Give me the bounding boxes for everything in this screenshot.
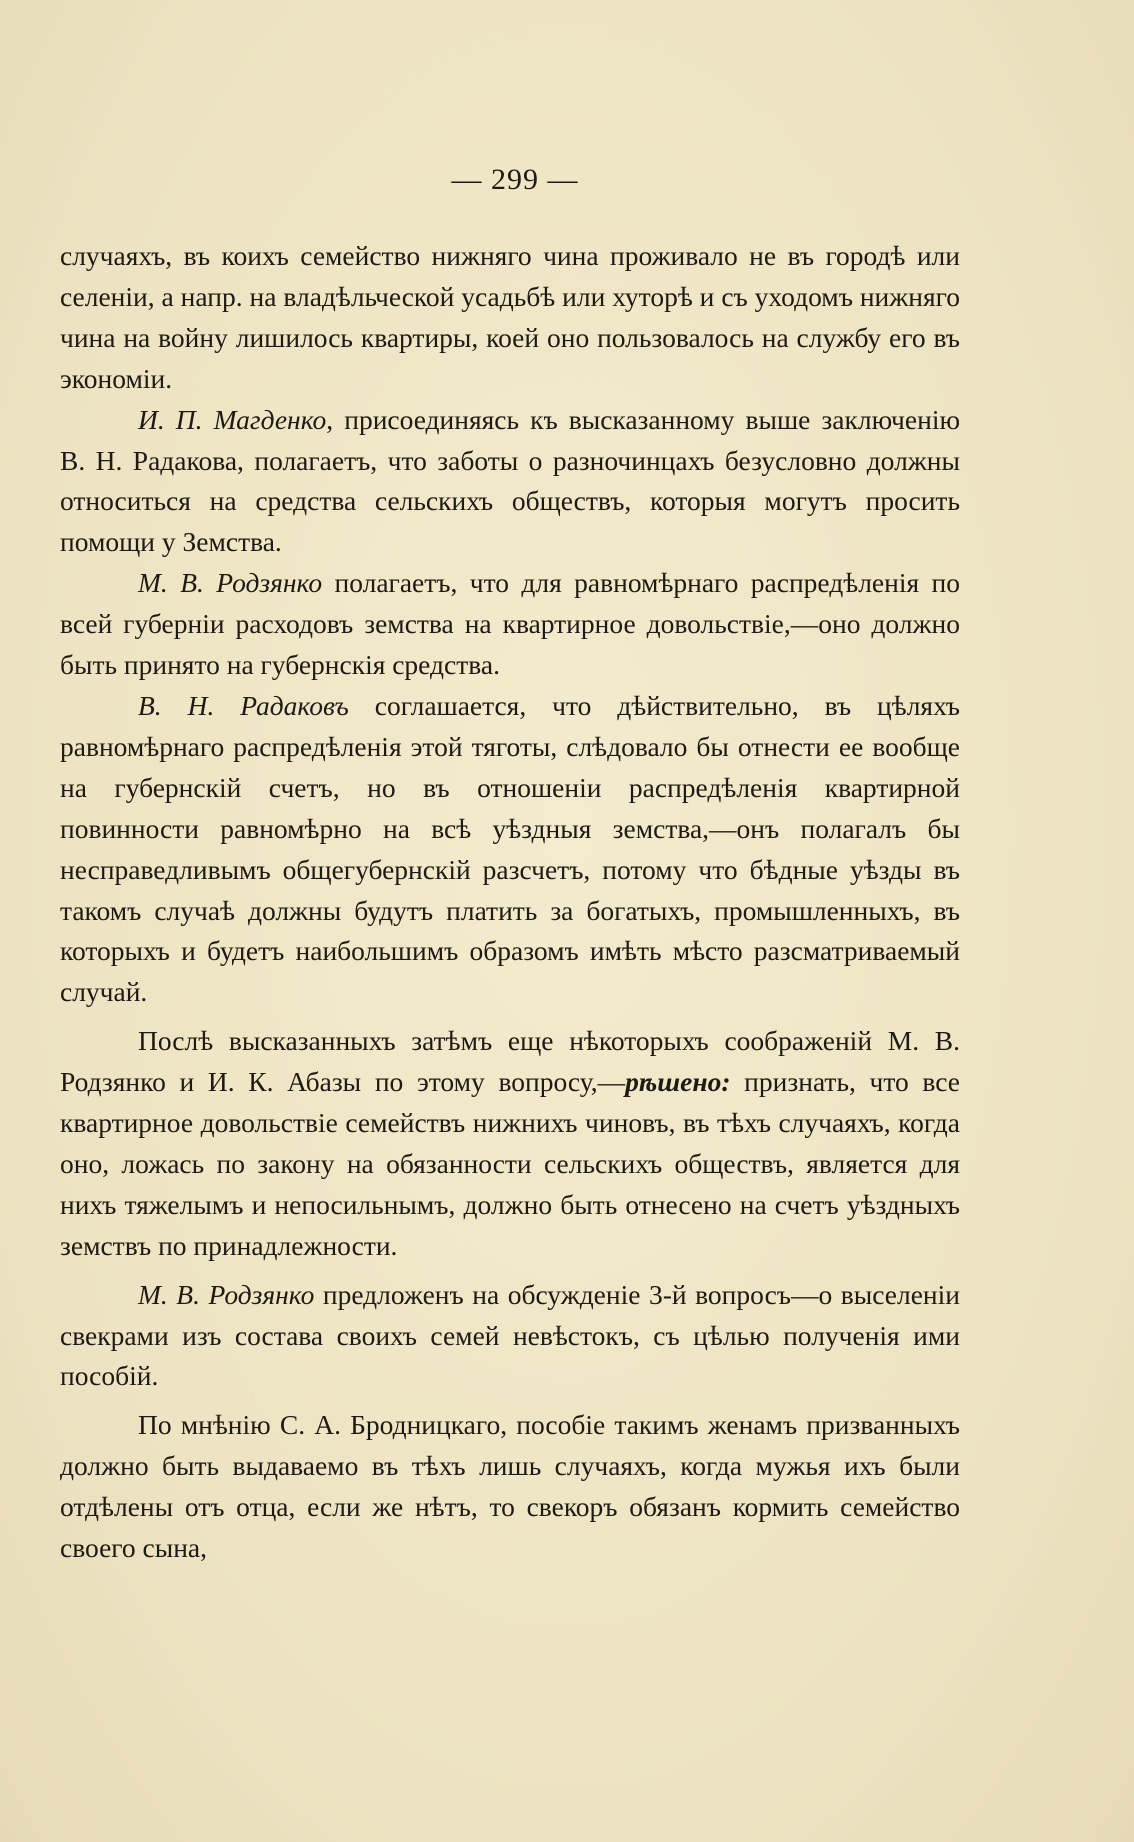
speaker-magdenko: И. П. Магденко	[138, 403, 327, 435]
decision-label: рѣшено:	[625, 1066, 731, 1098]
paragraph-4	[60, 686, 960, 1013]
page-number: — 299 —	[451, 163, 579, 196]
paragraph-1	[60, 236, 960, 400]
paragraph-5-text: Послѣ высказанныхъ затѣмъ еще нѣкоторыхъ соображенiй М. В. Родзянко и И. К. Абазы по этому вопросу,—	[60, 1025, 960, 1098]
paragraph-6-text: предложенъ на обсужденiе 3-й вопросъ—о выселенiи свекрами изъ состава своихъ семей невѣстокъ, съ цѣлью полученiя ими пособiй.	[60, 1278, 960, 1392]
paragraph-3	[60, 563, 960, 686]
paragraph-7-text: По мнѣнiю С. А. Бродницкаго, пособiе такимъ женамъ призванныхъ должно быть выдаваемо въ тѣхъ лишь случаяхъ, когда мужья ихъ были отдѣлены отъ отца, если же нѣтъ, то свекоръ обязанъ кормить семейство своего сына,	[60, 1409, 960, 1564]
paragraph-6	[60, 1275, 960, 1398]
paragraph-2	[60, 400, 960, 564]
paragraph-2-text: , присоединяясь къ высказанному выше заключенiю В. Н. Радакова, полагаетъ, что заботы о разночинцахъ безусловно должны относиться на средства сельскихъ обществъ, которыя могутъ просить помощи у Земства.	[60, 403, 961, 558]
paragraph-4-text: соглашается, что дѣйствительно, въ цѣляхъ равномѣрнаго распредѣленiя этой тяготы, слѣдовало бы отнести ее вообще на губернскiй счетъ, но въ отношенiи распредѣленiя квартирной повинности равномѣрно на всѣ уѣздныя земства,—онъ полагалъ бы несправедливымъ общегубернскiй разсчетъ, потому что бѣдные уѣзды въ такомъ случаѣ должны будутъ платить за богатыхъ, промышленныхъ, въ которыхъ и будетъ наибольшимъ образомъ имѣть мѣсто разсматриваемый случай.	[60, 689, 960, 1008]
paragraph-1-text: случаяхъ, въ коихъ семейство нижняго чина проживало не въ городѣ или селенiи, а напр. на владѣльческой усадьбѣ или хуторѣ и съ уходомъ нижняго чина на войну лишилось квартиры, коей оно пользовалось на службу его въ экономiи.	[60, 240, 960, 394]
paragraph-3-text: полагаетъ, что для равномѣрнаго распредѣленiя по всей губернiи расходовъ земства на квартирное довольствiе,—оно должно быть принято на губернскiя средства.	[60, 567, 960, 681]
speaker-rodzyanko-2: М. В. Родзянко	[138, 1278, 315, 1310]
paragraph-7	[60, 1405, 960, 1569]
paragraph-5-text-after: признать, что все квартирное довольствiе семействъ нижнихъ чиновъ, въ тѣхъ случаяхъ, когда оно, ложась по закону на обязанности сельскихъ обществъ, является для нихъ тяжелымъ и непосильнымъ, должно быть отнесено на счетъ уѣздныхъ земствъ по принадлежности.	[60, 1066, 961, 1261]
speaker-radakov: В. Н. Радаковъ	[138, 689, 349, 721]
paragraph-5	[60, 1021, 960, 1266]
body-text	[60, 236, 960, 1569]
speaker-rodzyanko: М. В. Родзянко	[138, 567, 323, 599]
